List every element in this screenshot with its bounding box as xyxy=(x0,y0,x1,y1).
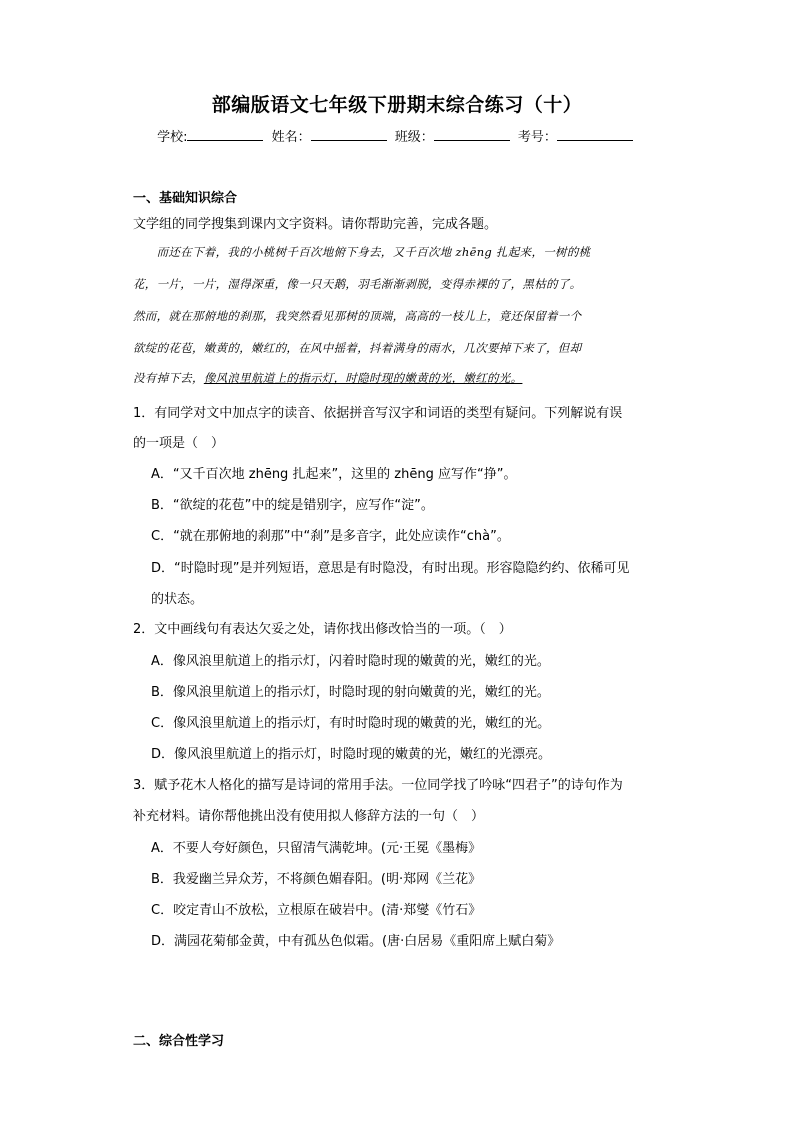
question-1-option-a[interactable]: A．“又千百次地 zhēng 扎起来”，这里的 zhēng 应写作“挣”。 xyxy=(151,467,517,482)
section-heading-comprehensive: 二、综合性学习 xyxy=(133,1034,225,1049)
class-label: 班级： xyxy=(394,130,434,145)
passage-line: 而还在下着，我的小桃树千百次地俯下身去，又千百次地 zhēng 扎起来，一树的桃 xyxy=(133,245,591,259)
question-3-option-b[interactable]: B．我爱幽兰异众芳，不将颜色媚春阳。(明·郑网《兰花》 xyxy=(151,872,482,887)
question-3-option-d[interactable]: D．满园花菊郁金黄，中有孤丛色似霜。(唐·白居易《重阳席上赋白菊》 xyxy=(151,934,561,949)
passage-line xyxy=(133,370,673,386)
passage-text: 没有掉下去， xyxy=(133,371,204,385)
question-3-stem: 补充材料。请你帮他挑出没有使用拟人修辞方法的一句（ ） xyxy=(133,809,485,824)
class-blank[interactable] xyxy=(434,127,510,141)
passage-line: 花，一片，一片，湿得深重，像一只天鹅，羽毛渐渐剥脱，变得赤裸的了，黑枯的了。 xyxy=(133,277,582,291)
number-blank[interactable] xyxy=(557,127,633,141)
school-label: 学校: xyxy=(157,130,188,145)
page-title: 部编版语文七年级下册期末综合练习（十） xyxy=(211,94,583,116)
section-intro: 文学组的同学搜集到课内文字资料。请你帮助完善，完成各题。 xyxy=(133,217,498,232)
question-1-stem: 1．有同学对文中加点字的读音、依据拼音写汉字和词语的类型有疑问。下列解说有误 xyxy=(133,406,623,421)
question-2-option-b[interactable]: B．像风浪里航道上的指示灯，时隐时现的射向嫩黄的光，嫩红的光。 xyxy=(151,685,550,700)
name-label: 姓名： xyxy=(271,130,311,145)
question-2-option-c[interactable]: C．像风浪里航道上的指示灯，有时时隐时现的嫩黄的光，嫩红的光。 xyxy=(151,716,551,731)
question-1-option-b[interactable]: B．“欲绽的花苞”中的绽是错别字，应写作“淀”。 xyxy=(151,498,434,513)
student-info-row xyxy=(0,126,794,145)
name-blank[interactable] xyxy=(311,127,387,141)
school-blank[interactable] xyxy=(187,127,263,141)
question-1-option-d[interactable]: D．“时隐时现”是并列短语，意思是有时隐没，有时出现。形容隐隐约约、依稀可见 xyxy=(151,561,630,576)
number-label: 考号： xyxy=(517,130,557,145)
passage-line: 然而，就在那俯地的刹那，我突然看见那树的顶端，高高的一枝儿上，竟还保留着一个 xyxy=(133,309,582,323)
question-2-option-a[interactable]: A．像风浪里航道上的指示灯，闪着时隐时现的嫩黄的光，嫩红的光。 xyxy=(151,654,550,669)
question-3-option-c[interactable]: C．咬定青山不放松，立根原在破岩中。(清·郑燮《竹石》 xyxy=(151,903,482,918)
question-1-stem: 的一项是（ ） xyxy=(133,436,225,451)
question-2-option-d[interactable]: D．像风浪里航道上的指示灯，时隐时现的嫩黄的光，嫩红的光漂亮。 xyxy=(151,747,552,762)
question-1-option-c[interactable]: C．“就在那俯地的刹那”中“刹”是多音字，此处应读作“chà”。 xyxy=(151,529,510,544)
question-3-option-a[interactable]: A．不要人夸好颜色，只留清气满乾坤。(元·王冕《墨梅》 xyxy=(151,841,482,856)
section-heading-basic: 一、基础知识综合 xyxy=(133,191,238,206)
question-2-stem: 2．文中画线句有表达欠妥之处，请你找出修改恰当的一项。（ ） xyxy=(133,622,512,637)
passage-line: 欲绽的花苞，嫩黄的，嫩红的，在风中摇着，抖着满身的雨水，几次要掉下来了，但却 xyxy=(133,341,582,355)
underlined-sentence: 像风浪里航道上的指示灯，时隐时现的嫩黄的光，嫩红的光。 xyxy=(203,371,523,385)
question-3-stem: 3．赋予花木人格化的描写是诗词的常用手法。一位同学找了吟咏“四君子”的诗句作为 xyxy=(133,778,623,793)
question-1-option-d-cont: 的状态。 xyxy=(151,592,204,607)
